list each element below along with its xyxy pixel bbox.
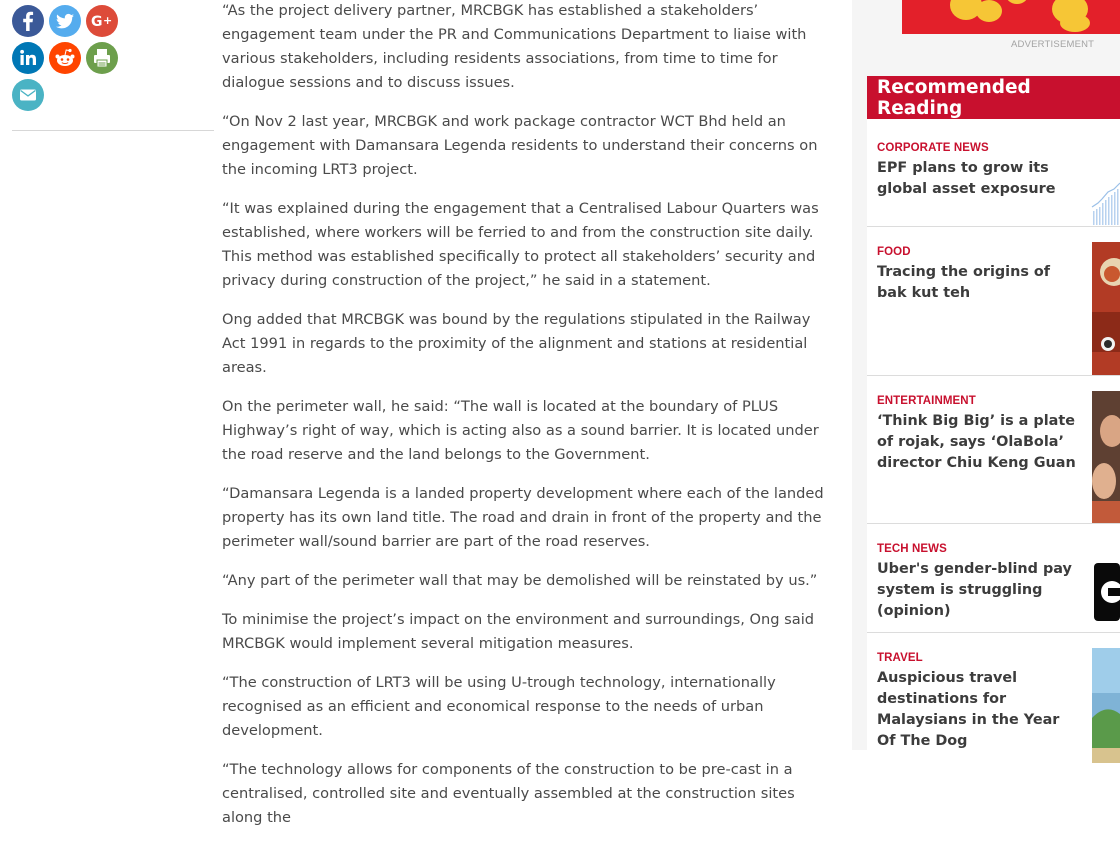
recommended-reading-title: Recommended Reading bbox=[877, 76, 1031, 119]
uber-logo-thumbnail[interactable] bbox=[1092, 563, 1120, 621]
chart-thumbnail-graphic bbox=[1092, 137, 1120, 225]
ad-decoration bbox=[1060, 14, 1090, 32]
share-divider bbox=[12, 130, 214, 131]
article-paragraph: “Any part of the perimeter wall that may be demolished will be reinstated by us.” bbox=[222, 572, 818, 589]
facebook-icon bbox=[12, 5, 44, 37]
travel-thumbnail-graphic bbox=[1092, 648, 1120, 763]
print-button[interactable] bbox=[86, 42, 118, 74]
svg-text:+: + bbox=[103, 14, 113, 27]
linkedin-share-button[interactable] bbox=[12, 42, 44, 74]
recommended-item-text bbox=[877, 246, 1082, 304]
recommended-list bbox=[867, 119, 1120, 763]
recommended-item[interactable] bbox=[867, 633, 1120, 763]
film-thumbnail[interactable] bbox=[1092, 391, 1120, 523]
svg-text:G: G bbox=[91, 14, 103, 30]
recommended-item-category[interactable]: ENTERTAINMENT bbox=[877, 395, 976, 407]
recommended-item-text bbox=[877, 142, 1082, 200]
email-share-button[interactable] bbox=[12, 79, 44, 111]
reddit-icon bbox=[49, 42, 81, 74]
ad-decoration bbox=[1006, 0, 1028, 4]
share-row bbox=[12, 5, 214, 37]
advertisement-label: ADVERTISEMENT bbox=[1011, 39, 1095, 50]
recommended-item-title[interactable]: Uber's gender-blind pay system is struggling (opinion) bbox=[877, 561, 1072, 619]
googleplus-share-button[interactable] bbox=[86, 5, 118, 37]
share-bar bbox=[12, 5, 214, 116]
recommended-item[interactable] bbox=[867, 119, 1120, 227]
recommended-item-category[interactable]: CORPORATE NEWS bbox=[877, 142, 989, 154]
recommended-item-title[interactable]: Auspicious travel destinations for Malaysians in the Year Of The Dog bbox=[877, 670, 1060, 749]
article-paragraph: “The construction of LRT3 will be using U-trough technology, internationally recognised as an efficient and economical response to the needs of urban development. bbox=[222, 674, 776, 739]
reddit-share-button[interactable] bbox=[49, 42, 81, 74]
article-paragraph: On the perimeter wall, he said: “The wall is located at the boundary of PLUS Highway’s right of way, which is acting also as a sound barrier. It is located under the road reserve and the land belongs to the Government. bbox=[222, 398, 819, 463]
twitter-icon bbox=[49, 5, 81, 37]
right-sidebar bbox=[852, 0, 1120, 750]
recommended-item[interactable] bbox=[867, 376, 1120, 524]
recommended-item-text bbox=[877, 652, 1082, 752]
food-thumbnail[interactable] bbox=[1092, 242, 1120, 375]
recommended-item-text bbox=[877, 395, 1082, 474]
recommended-item-title[interactable]: ‘Think Big Big’ is a plate of rojak, says ‘OlaBola’ director Chiu Keng Guan bbox=[877, 413, 1076, 471]
article-body bbox=[222, 0, 834, 845]
uber-logo-icon bbox=[1092, 563, 1120, 621]
chart-thumbnail[interactable] bbox=[1092, 137, 1120, 225]
email-icon bbox=[12, 79, 44, 111]
article-paragraph: To minimise the project’s impact on the environment and surroundings, Ong said MRCBGK would implement several mitigation measures. bbox=[222, 611, 815, 652]
recommended-item-text bbox=[877, 543, 1082, 622]
recommended-item[interactable] bbox=[867, 524, 1120, 633]
article-paragraph: Ong added that MRCBGK was bound by the regulations stipulated in the Railway Act 1991 in regards to the proximity of the alignment and stations at residential areas. bbox=[222, 311, 811, 376]
recommended-item[interactable] bbox=[867, 227, 1120, 376]
film-thumbnail-graphic bbox=[1092, 391, 1120, 523]
recommended-item-title[interactable]: Tracing the origins of bak kut teh bbox=[877, 264, 1051, 301]
facebook-share-button[interactable] bbox=[12, 5, 44, 37]
recommended-item-title[interactable]: EPF plans to grow its global asset exposure bbox=[877, 160, 1056, 197]
recommended-item-category[interactable]: TECH NEWS bbox=[877, 543, 947, 555]
advertisement-banner[interactable] bbox=[902, 0, 1120, 34]
recommended-reading-header bbox=[867, 76, 1120, 119]
google-plus-icon bbox=[86, 5, 118, 37]
food-thumbnail-graphic bbox=[1092, 242, 1120, 375]
recommended-item-category[interactable]: TRAVEL bbox=[877, 652, 923, 664]
linkedin-icon bbox=[12, 42, 44, 74]
article-paragraph: “The technology allows for components of the construction to be pre-cast in a centralised, controlled site and eventually assembled at the construction sites along the bbox=[222, 761, 795, 826]
share-row bbox=[12, 42, 214, 74]
article-paragraph: “It was explained during the engagement that a Centralised Labour Quarters was established, where workers will be ferried to and from the construction site daily. This method was established specifically to protect all stakeholders’ security and privacy during construction of the project,” he said in a statement. bbox=[222, 200, 819, 289]
print-icon bbox=[86, 42, 118, 74]
ad-decoration bbox=[976, 0, 1002, 22]
twitter-share-button[interactable] bbox=[49, 5, 81, 37]
share-row bbox=[12, 79, 214, 111]
travel-thumbnail[interactable] bbox=[1092, 648, 1120, 763]
article-paragraph: “As the project delivery partner, MRCBGK has established a stakeholders’ engagement team under the PR and Communications Department to liaise with various stakeholders, including residents associations, from time to time for dialogue sessions and to discuss issues. bbox=[222, 2, 807, 91]
article-paragraph: “Damansara Legenda is a landed property development where each of the landed property has its own land title. The road and drain in front of the property and the perimeter wall/sound barrier are part of the road reserves. bbox=[222, 485, 824, 550]
article-paragraph: “On Nov 2 last year, MRCBGK and work package contractor WCT Bhd held an engagement with Damansara Legenda residents to understand their concerns on the incoming LRT3 project. bbox=[222, 113, 818, 178]
recommended-item-category[interactable]: FOOD bbox=[877, 246, 911, 258]
